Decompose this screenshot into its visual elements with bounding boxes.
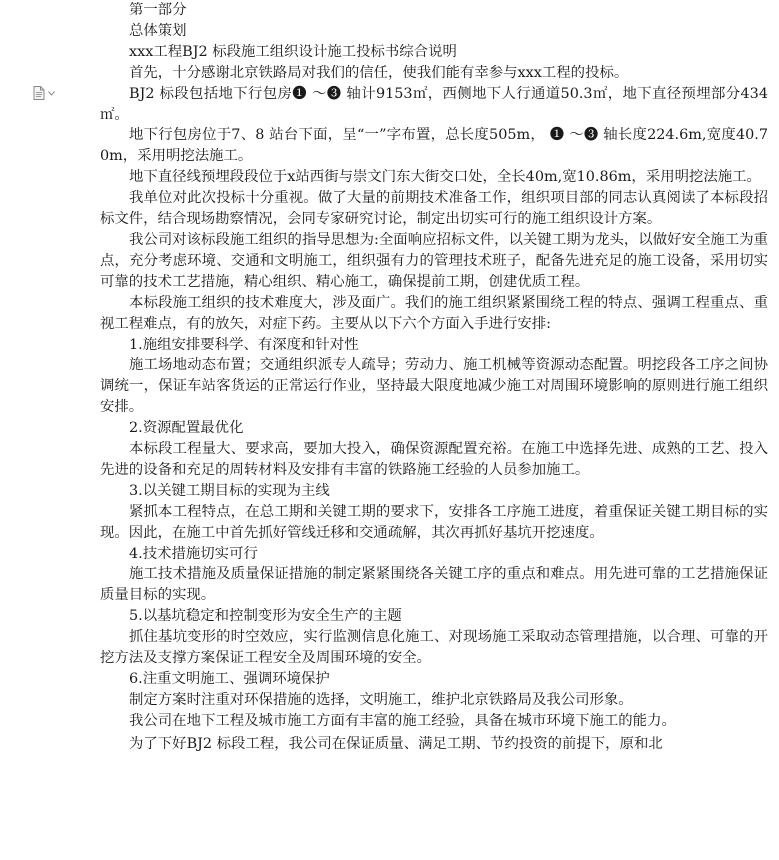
paragraph: 本标段施工组织的技术难度大，涉及面广。我们的施工组织紧紧围绕工程的特点、强调工程重点、重视工程难点，有的放矢，对症下药。主要从以下六个方面入手进行安排: bbox=[100, 294, 768, 332]
subsection-body: 紧抓本工程特点，在总工期和关键工期的要求下，安排各工序施工进度，着重保证关键工期目标的实现。因此，在施工中首先抓好管线迁移和交通疏解，其次再抓好基坑开挖速度。 bbox=[100, 503, 768, 541]
cutoff-line: 为了下好BJ2 标段工程，我公司在保证质量、满足工期、节约投资的前提下，原和北 bbox=[129, 735, 663, 752]
subsection-heading: 6.注重文明施工、强调环境保护 bbox=[129, 671, 330, 687]
subsection-body: 制定方案时注重对环保措施的选择，文明施工，维护北京铁路局及我公司形象。 bbox=[129, 691, 633, 708]
paragraph: 我单位对此次投标十分重视。做了大量的前期技术准备工作，组织项目部的同志认真阅读了本标段招标文件，结合现场勘察情况，会同专家研究讨论，制定出切实可行的施工组织设计方案。 bbox=[100, 190, 768, 228]
subsection-heading: 4.技术措施切实可行 bbox=[129, 545, 258, 562]
document-options-button[interactable] bbox=[32, 86, 58, 100]
subsection-heading: 5.以基坑稳定和控制变形为安全生产的主题 bbox=[129, 608, 402, 625]
subsection-body: 本标段工程量大、要求高，要加大投入，确保资源配置充裕。在施工中选择先进、成熟的工艺、投入先进的设备和充足的周转材料及安排有丰富的铁路施工经验的人员参加施工。 bbox=[100, 441, 768, 478]
paragraph: BJ2 标段包括地下行包房❶ ～❸ 轴计9153㎡，西侧地下人行通道50.3㎡，地下直径预埋部分434㎡。 bbox=[100, 85, 768, 123]
document-options-icon bbox=[32, 86, 46, 100]
closing-paragraph: 我公司在地下工程及城市施工方面有丰富的施工经验，具备在城市环境下施工的能力。 bbox=[129, 712, 676, 729]
cutoff-line-clip bbox=[100, 734, 768, 752]
subsection-body: 施工技术措施及质量保证措施的制定紧紧围绕各关键工序的重点和难点。用先进可靠的工艺措施保证质量目标的实现。 bbox=[100, 566, 768, 604]
paragraph: 地下直径线预埋段段位于x站西街与崇文门东大街交口处，全长40m,宽10.86m，采用明挖法施工。 bbox=[129, 169, 761, 186]
paragraph: 首先，十分感谢北京铁路局对我们的信任，使我们能有幸参与xxx工程的投标。 bbox=[129, 64, 629, 81]
document-body bbox=[100, 0, 768, 752]
document-title: xxx工程BJ2 标段施工组织设计施工投标书综合说明 bbox=[129, 43, 457, 60]
section-heading: 总体策划 bbox=[129, 22, 187, 39]
subsection-heading: 2.资源配置最优化 bbox=[129, 420, 244, 437]
subsection-body: 施工场地动态布置；交通组织派专人疏导；劳动力、施工机械等资源动态配置。明挖段各工序之间协调统一，保证车站客货运的正常运行作业，坚持最大限度地减少施工对周围环境影响的原则进行施工组织安排。 bbox=[100, 357, 768, 416]
subsection-heading: 3.以关键工期目标的实现为主线 bbox=[129, 482, 330, 499]
subsection-body: 抓住基坑变形的时空效应，实行监测信息化施工、对现场施工采取动态管理措施，以合理、可靠的开挖方法及支撑方案保证工程安全及周围环境的安全。 bbox=[100, 629, 768, 667]
chevron-down-icon bbox=[48, 91, 55, 96]
part-heading: 第一部分 bbox=[129, 2, 187, 18]
paragraph: 地下行包房位于7、8 站台下面，呈“一”字布置，总长度505m， ❶ ～❸ 轴长度224.6m,宽度40.70m，采用明挖法施工。 bbox=[100, 127, 768, 165]
subsection-heading: 1.施组安排要科学、有深度和针对性 bbox=[129, 336, 359, 353]
paragraph: 我公司对该标段施工组织的指导思想为:全面响应招标文件，以关键工期为龙头，以做好安全施工为重点，充分考虑环境、交通和文明施工，组织强有力的管理技术班子，配备先进充足的施工设备，采用切实可靠的技术工艺措施，精心组织、精心施工，确保提前工期，创建优质工程。 bbox=[100, 231, 768, 290]
